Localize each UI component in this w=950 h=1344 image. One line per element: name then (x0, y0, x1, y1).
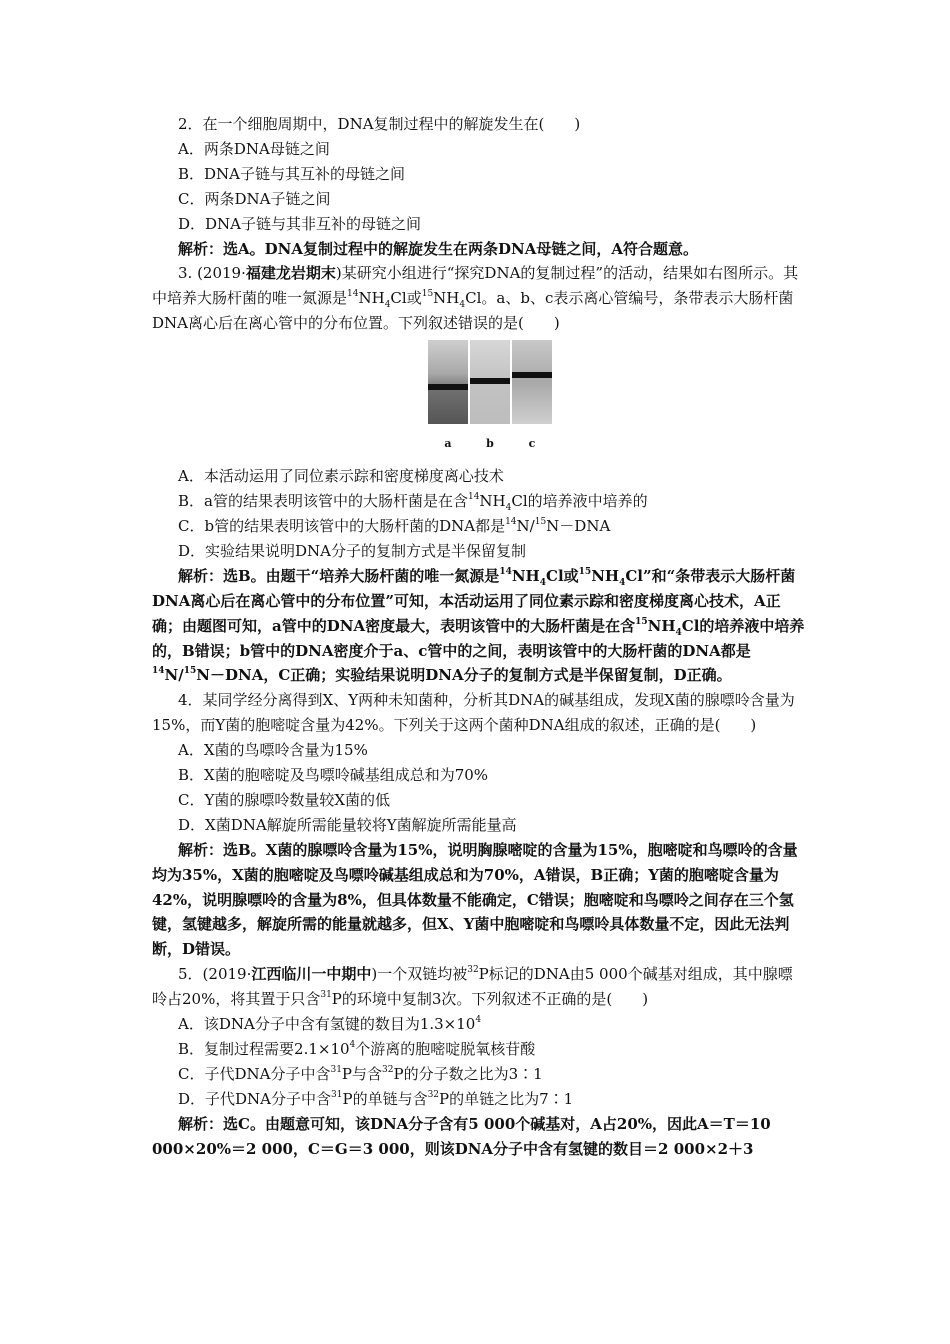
q3-analysis: 解析：选B。由题干“培养大肠杆菌的唯一氮源是$^{14}NH_4Cl$或$^{15}NH_4Cl$”和“条带表示大肠杆菌DNA离心后在离心管中的分布位置”可知，本活动运用了同位素示踪和密度梯度离心技术，A正确；由题图可知，a管中的DNA密度最大，表明该管中的大肠杆菌是在含$^{15}NH_4Cl$的培养液中培养的，B错误；b管中的DNA密度介于a、c管中的之间，表明该管中的大肠杆菌的DNA都是$^{14}$N/$^{15}$N－DNA，C正确；实验结果说明DNA分子的复制方式是半保留复制，D正确。 (152, 566, 805, 685)
q2-option-c: C．两条DNA子链之间 (178, 189, 331, 208)
q5-option-c: C．子代DNA分子中含$^{31}$P与含$^{32}$P的分子数之比为3∶1 (178, 1064, 543, 1083)
q4-analysis: 解析：选B。X菌的腺嘌呤含量为15%，说明胸腺嘧啶的含量为15%，胞嘧啶和鸟嘌呤的含量均为35%，X菌的胞嘧啶及鸟嘌呤碱基组成总和为70%，A错误，B正确；Y菌的胞嘧啶含量为42%，说明腺嘌呤的含量为8%，但具体数量不能确定，C错误；胞嘧啶和鸟嘌呤之间存在三个氢键，氢键越多，解旋所需的能量就越多，但X、Y菌中胞嘧啶和鸟嘌呤具体数量不定，因此无法判断，D错误。 (152, 840, 798, 959)
tube-a (428, 340, 468, 424)
q4-option-d: D．X菌DNA解旋所需能量较将Y菌解旋所需能量高 (178, 815, 517, 834)
dna-band-c (512, 372, 552, 378)
q4-option-a: A．X菌的鸟嘌呤含量为15% (178, 741, 368, 760)
q3-stem: 3. (2019·福建龙岩期末)某研究小组进行“探究DNA的复制过程”的活动，结果如右图所示。其中培养大肠杆菌的唯一氮源是$^{14}NH_4Cl$或$^{15}NH_4Cl$。a、b、c表示离心管编号，条带表示大肠杆菌DNA离心后在离心管中的分布位置。下列叙述错误的是( ) (152, 264, 799, 333)
tube-label-c: c (528, 437, 536, 451)
q5-stem: 5．(2019·江西临川一中期中)一个双链均被$^{32}$P标记的DNA由5 000个碱基对组成，其中腺嘌呤占20%，将其置于只含$^{31}$P的环境中复制3次。下列叙述不正确的是( ) (152, 965, 793, 1009)
dna-band-b (470, 378, 510, 384)
q5-option-d: D．子代DNA分子中含$^{31}$P的单链与含$^{32}$P的单链之比为7∶1 (178, 1089, 574, 1108)
q3-option-c: C．b管的结果表明该管中的大肠杆菌的DNA都是$^{14}$N/$^{15}$N－DNA (178, 516, 611, 535)
q2-stem: 2．在一个细胞周期中，DNA复制过程中的解旋发生在( ) (178, 115, 581, 133)
q5-analysis: 解析：选C。由题意可知，该DNA分子含有5 000个碱基对，A占20%，因此A＝T＝10 000×20%＝2 000，C＝G＝3 000，则该DNA分子中含有氢键的数目＝2 000×2＋3 (152, 1114, 771, 1158)
gel-image (428, 340, 554, 451)
tube-label-a: a (444, 437, 452, 451)
q3-option-d: D．实验结果说明DNA分子的复制方式是半保留复制 (178, 541, 527, 560)
q3-option-b: B．a管的结果表明该管中的大肠杆菌是在含$^{14}NH_4Cl$的培养液中培养的 (178, 492, 648, 514)
q4-option-c: C．Y菌的腺嘌呤数量较X菌的低 (178, 790, 391, 809)
q2-option-d: D．DNA子链与其非互补的母链之间 (178, 214, 422, 233)
tube-c (512, 340, 552, 424)
q2-analysis: 解析：选A。DNA复制过程中的解旋发生在两条DNA母链之间，A符合题意。 (178, 239, 698, 258)
tube-b (470, 340, 510, 424)
dna-band-a (428, 384, 468, 390)
q3-source: 福建龙岩期末 (245, 264, 336, 283)
q3-option-a: A．本活动运用了同位素示踪和密度梯度离心技术 (178, 467, 504, 486)
q5-option-a: A．该DNA分子中含有氢键的数目为$1.3\times 10^4$ (178, 1015, 482, 1034)
q5-source: 江西临川一中期中 (251, 965, 372, 984)
q2-option-a: A．两条DNA母链之间 (178, 139, 330, 158)
q4-stem: 4．某同学经分离得到X、Y两种未知菌种，分析其DNA的碱基组成，发现X菌的腺嘌呤含量为15%，而Y菌的胞嘧啶含量为42%。下列关于这两个菌种DNA组成的叙述，正确的是( ) (152, 691, 795, 735)
centrifuge-tube-figure (152, 336, 806, 464)
q2-option-b: B．DNA子链与其互补的母链之间 (178, 164, 406, 183)
q4-option-b: B．X菌的胞嘧啶及鸟嘌呤碱基组成总和为70% (178, 766, 489, 785)
tube-label-b: b (486, 437, 494, 451)
document-body (152, 112, 806, 1162)
q5-option-b: B．复制过程需要$2.1\times 10^4$个游离的胞嘧啶脱氧核苷酸 (178, 1040, 536, 1058)
